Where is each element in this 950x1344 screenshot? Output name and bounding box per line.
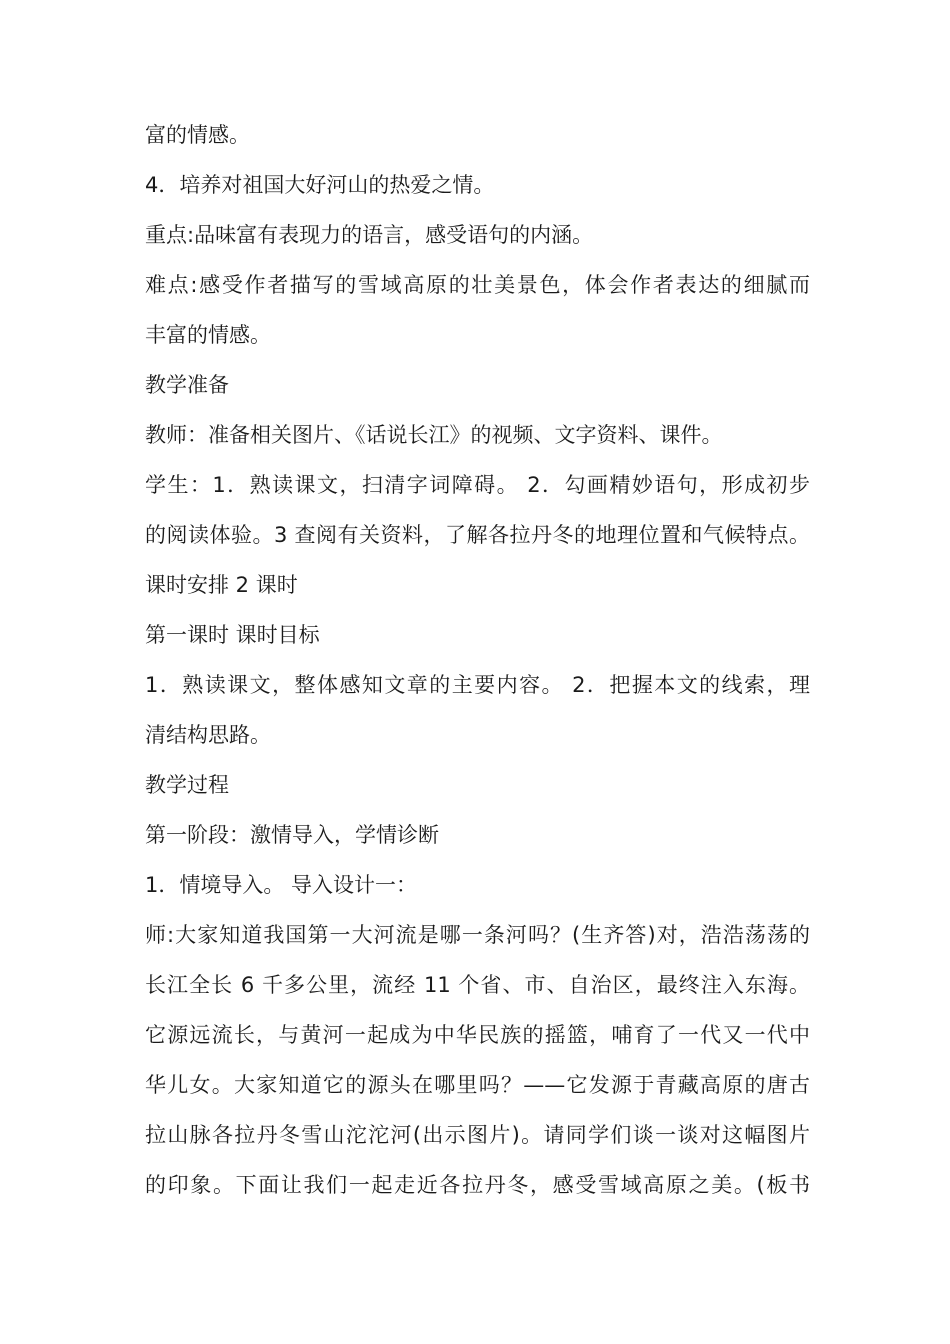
section-heading-teaching-prep: 教学准备 xyxy=(145,373,229,397)
text-line-12: 1．熟读课文，整体感知文章的主要内容。 2．把握本文的线索，理 xyxy=(145,673,810,697)
text-line-7: 教师：准备相关图片、《话说长江》的视频、文字资料、课件。 xyxy=(145,423,723,447)
text-line-15: 第一阶段：激情导入，学情诊断 xyxy=(145,823,439,847)
text-line-3: 重点:品味富有表现力的语言，感受语句的内涵。 xyxy=(145,223,594,247)
text-line-9: 的阅读体验。3 查阅有关资料，了解各拉丹冬的地理位置和气候特点。 xyxy=(145,523,810,547)
text-line-1: 富的情感。 xyxy=(145,123,250,147)
text-line-18: 长江全长 6 千多公里，流经 11 个省、市、自治区，最终注入东海。 xyxy=(145,973,810,997)
text-line-19: 它源远流长，与黄河一起成为中华民族的摇篮，哺育了一代又一代中 xyxy=(145,1023,810,1047)
text-line-2: 4．培养对祖国大好河山的热爱之情。 xyxy=(145,173,495,197)
text-line-5: 丰富的情感。 xyxy=(145,323,271,347)
text-line-11: 第一课时 课时目标 xyxy=(145,623,320,647)
text-line-4: 难点:感受作者描写的雪域高原的壮美景色，体会作者表达的细腻而 xyxy=(145,273,810,297)
section-heading-teaching-process: 教学过程 xyxy=(145,773,229,797)
text-line-20: 华儿女。大家知道它的源头在哪里吗？——它发源于青藏高原的唐古 xyxy=(145,1073,810,1097)
text-line-22: 的印象。下面让我们一起走近各拉丹冬，感受雪域高原之美。(板书 xyxy=(145,1173,810,1197)
text-line-17: 师:大家知道我国第一大河流是哪一条河吗？(生齐答)对，浩浩荡荡的 xyxy=(145,923,810,947)
text-line-10: 课时安排 2 课时 xyxy=(145,573,298,597)
text-line-21: 拉山脉各拉丹冬雪山沱沱河(出示图片)。请同学们谈一谈对这幅图片 xyxy=(145,1123,810,1147)
text-line-16: 1．情境导入。 导入设计一： xyxy=(145,873,418,897)
text-line-8: 学生：1．熟读课文，扫清字词障碍。 2．勾画精妙语句，形成初步 xyxy=(145,473,810,497)
text-line-13: 清结构思路。 xyxy=(145,723,271,747)
